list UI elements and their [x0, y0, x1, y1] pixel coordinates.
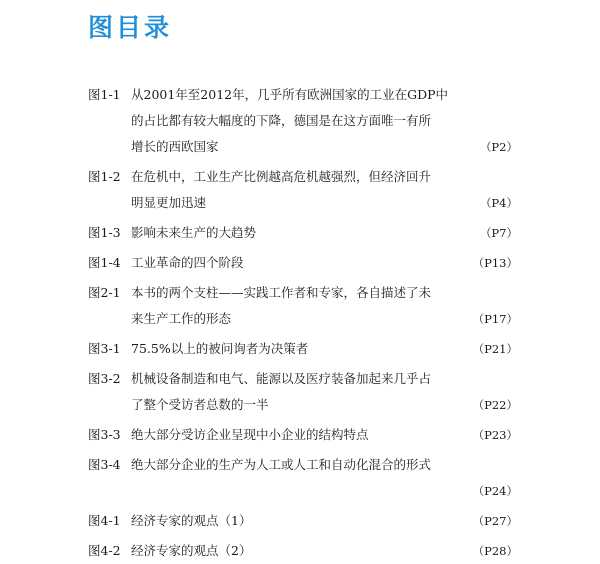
figure-number: 图4-2	[88, 543, 121, 558]
figure-title	[131, 220, 501, 246]
toc-entry[interactable]	[88, 280, 518, 332]
page-title: 图目录	[88, 13, 173, 42]
figure-number: 图1-2	[88, 169, 121, 184]
page-number: （P17）	[472, 312, 518, 326]
figure-title	[131, 250, 501, 276]
figure-number: 图1-1	[88, 87, 121, 102]
figure-title	[131, 508, 501, 534]
figure-title	[131, 336, 501, 362]
figure-title-line: 工业革命的四个阶段	[131, 255, 244, 270]
page-number: （P22）	[472, 398, 518, 412]
page-number: （P2）	[479, 140, 518, 154]
toc-entry[interactable]	[88, 452, 518, 504]
page-number: （P7）	[479, 226, 518, 240]
figure-title	[131, 164, 501, 216]
figure-title-line: 来生产工作的形态	[131, 311, 232, 326]
page-number: （P24）	[472, 484, 518, 498]
figure-title	[131, 82, 501, 160]
figure-number: 图3-1	[88, 341, 121, 356]
page-number: （P27）	[472, 514, 518, 528]
figure-title	[131, 422, 501, 448]
figure-number: 图1-3	[88, 225, 121, 240]
toc-entry[interactable]	[88, 366, 518, 418]
figure-title-line: 明显更加迅速	[131, 195, 207, 210]
figure-title	[131, 366, 501, 418]
figure-title-line: 绝大部分企业的生产为人工或人工和自动化混合的形式	[131, 457, 432, 472]
figure-number: 图3-2	[88, 371, 121, 386]
figure-title-line: 经济专家的观点（2）	[131, 543, 252, 558]
figure-title-line: 影响未来生产的大趋势	[131, 225, 257, 240]
page-number: （P21）	[472, 342, 518, 356]
toc-entry[interactable]	[88, 220, 518, 246]
figure-title-line: 了整个受访者总数的一半	[131, 397, 269, 412]
figure-title-line: 机械设备制造和电气、能源以及医疗装备加起来几乎占	[131, 371, 432, 386]
figure-title-line: 经济专家的观点（1）	[131, 513, 252, 528]
page-number: （P23）	[472, 428, 518, 442]
toc-entry[interactable]	[88, 538, 518, 564]
figure-title-line	[131, 478, 501, 504]
toc-entry[interactable]	[88, 336, 518, 362]
figure-title-line: 的占比都有较大幅度的下降，德国是在这方面唯一有所	[131, 113, 432, 128]
figure-number: 图1-4	[88, 255, 121, 270]
toc-entry[interactable]	[88, 82, 518, 160]
figure-title	[131, 280, 501, 332]
figure-title-line: 增长的西欧国家	[131, 139, 219, 154]
toc-entry[interactable]	[88, 422, 518, 448]
toc-entry[interactable]	[88, 508, 518, 534]
figure-number: 图3-4	[88, 457, 121, 472]
figure-number: 图2-1	[88, 285, 121, 300]
page-number: （P28）	[472, 544, 518, 558]
figure-title-line: 从2001年至2012年，几乎所有欧洲国家的工业在GDP中	[131, 87, 449, 102]
figure-title-line: 本书的两个支柱——实践工作者和专家，各自描述了未	[131, 285, 432, 300]
page-number: （P4）	[479, 196, 518, 210]
figure-title-line: 75.5%以上的被问询者为决策者	[131, 341, 309, 356]
figure-number: 图3-3	[88, 427, 121, 442]
toc-entry[interactable]	[88, 250, 518, 276]
toc-entry[interactable]	[88, 164, 518, 216]
figure-title	[131, 452, 501, 504]
figure-title-line: 绝大部分受访企业呈现中小企业的结构特点	[131, 427, 369, 442]
page-number: （P13）	[472, 256, 518, 270]
figure-title-line: 在危机中，工业生产比例越高危机越强烈，但经济回升	[131, 169, 432, 184]
figure-title	[131, 538, 501, 564]
figure-number: 图4-1	[88, 513, 121, 528]
